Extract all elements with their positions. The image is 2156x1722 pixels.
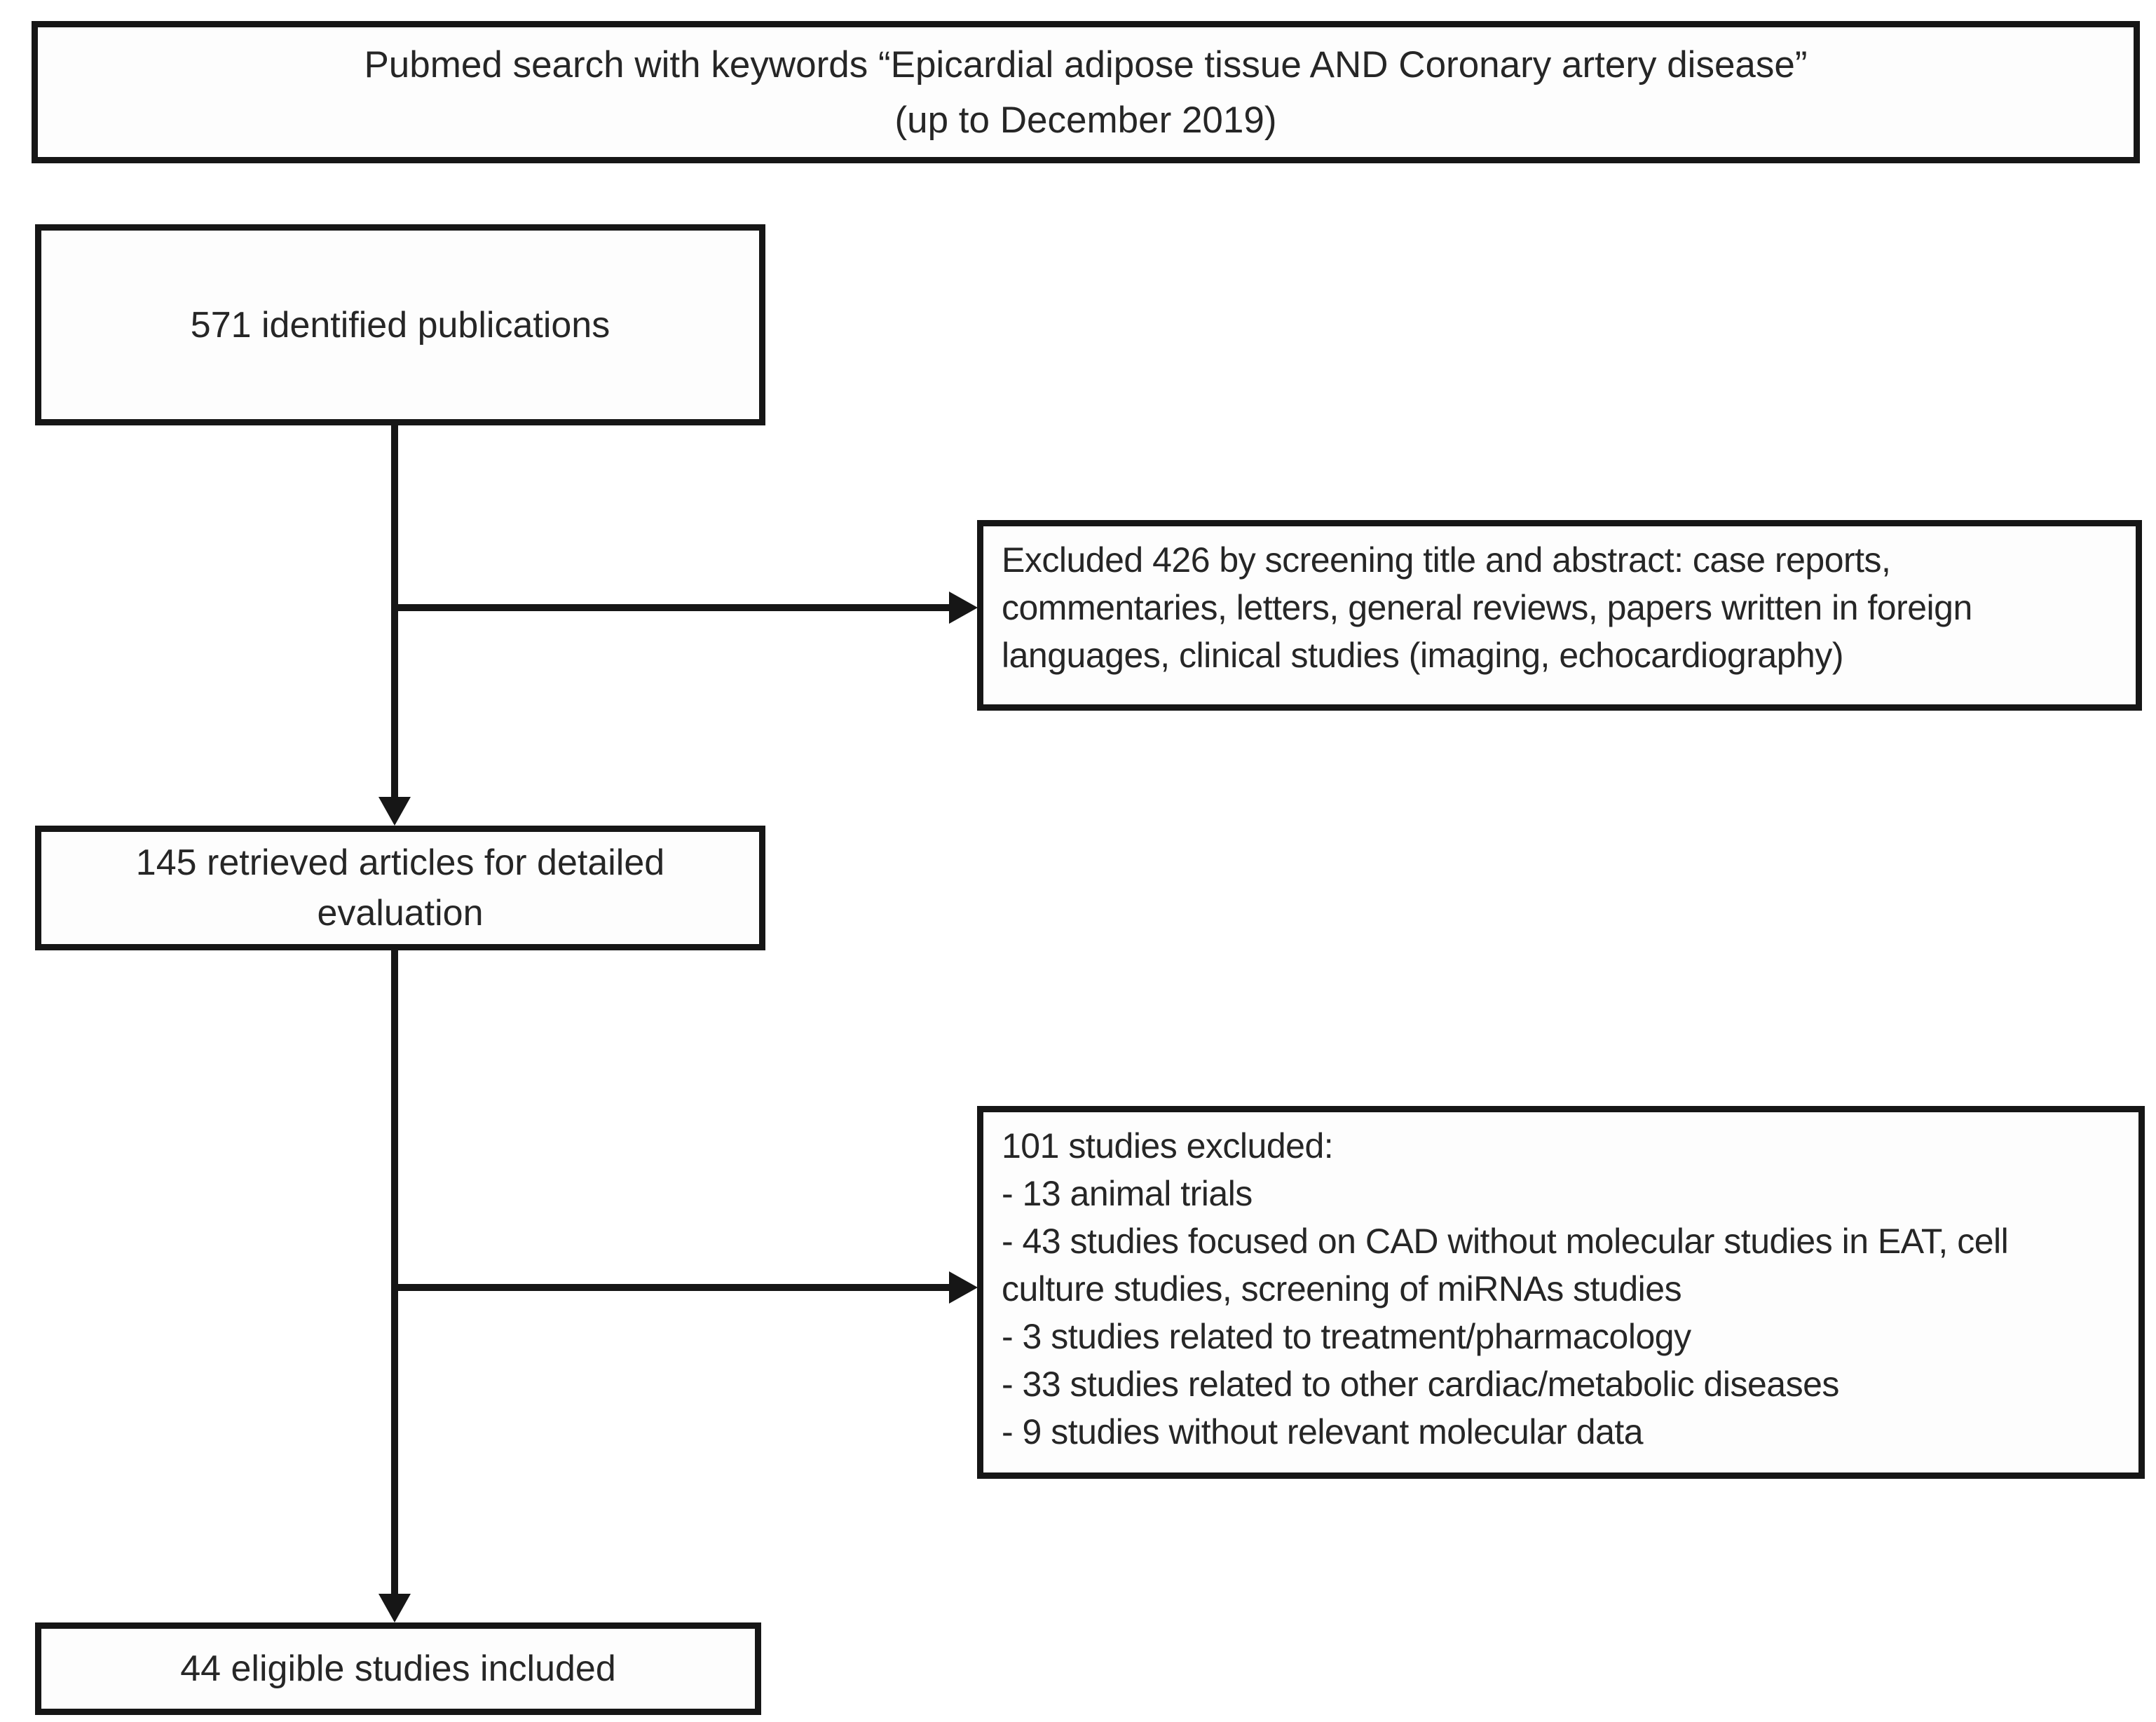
arrowhead-down-to-retrieved <box>378 797 411 826</box>
retrieved-box <box>35 826 765 950</box>
detailed-excluded-item-cad-line1: - 43 studies focused on CAD without molecular studies in EAT, cell <box>1002 1222 2009 1261</box>
search-box-line1: Pubmed search with keywords “Epicardial adipose tissue AND Coronary artery disease” <box>364 43 1808 86</box>
search-box <box>32 21 2140 163</box>
detailed-excluded-item-treatment: - 3 studies related to treatment/pharmacology <box>1002 1317 1691 1356</box>
retrieved-line1: 145 retrieved articles for detailed <box>135 842 665 883</box>
included-text: 44 eligible studies included <box>180 1648 616 1689</box>
search-box-line2: (up to December 2019) <box>894 99 1277 141</box>
identified-text: 571 identified publications <box>190 304 610 346</box>
identified-box <box>35 224 765 425</box>
detailed-excluded-item-no-molecular-data: - 9 studies without relevant molecular data <box>1002 1412 1644 1451</box>
screening-excluded-box <box>977 520 2142 711</box>
detailed-excluded-item-animal-trials: - 13 animal trials <box>1002 1174 1253 1213</box>
arrowhead-right-to-detailed-excluded <box>949 1271 978 1304</box>
connector-retrieved-to-included <box>391 948 398 1596</box>
screening-excluded-line3: languages, clinical studies (imaging, echocardiography) <box>1002 636 1843 675</box>
retrieved-line2: evaluation <box>317 893 484 934</box>
detailed-excluded-box <box>977 1106 2145 1479</box>
arrowhead-down-to-included <box>378 1594 411 1622</box>
included-box <box>35 1622 761 1715</box>
screening-excluded-line1: Excluded 426 by screening title and abstract: case reports, <box>1002 540 1891 580</box>
detailed-excluded-item-cad-line2: culture studies, screening of miRNAs studies <box>1002 1269 1682 1308</box>
connector-to-screening-excluded <box>391 604 952 611</box>
detailed-excluded-header: 101 studies excluded: <box>1002 1126 1334 1166</box>
arrowhead-right-to-screening-excluded <box>949 592 978 624</box>
detailed-excluded-item-other-diseases: - 33 studies related to other cardiac/metabolic diseases <box>1002 1365 1839 1404</box>
connector-to-detailed-excluded <box>391 1284 952 1291</box>
screening-excluded-line2: commentaries, letters, general reviews, papers written in foreign <box>1002 588 1972 627</box>
